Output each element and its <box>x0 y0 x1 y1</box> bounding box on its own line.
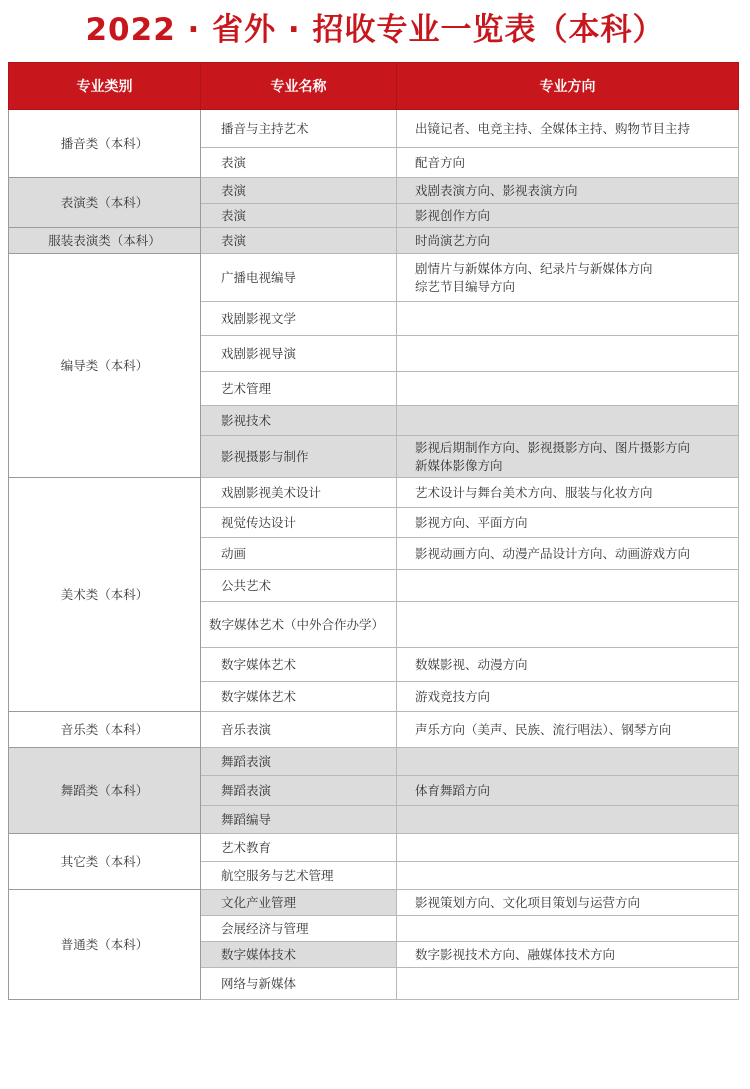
major-name-cell: 数字媒体技术 <box>201 942 397 968</box>
page-title: 2022 · 省外 · 招收专业一览表（本科） <box>85 12 665 48</box>
direction-line: 影视后期制作方向、影视摄影方向、图片摄影方向 <box>415 439 691 455</box>
major-name-cell: 影视摄影与制作 <box>201 436 397 478</box>
direction-cell <box>397 228 739 254</box>
major-name-cell: 戏剧影视美术设计 <box>201 478 397 508</box>
direction-cell <box>397 682 739 712</box>
direction-cell <box>397 302 739 336</box>
category-cell: 普通类（本科） <box>9 890 201 1000</box>
header-direction: 专业方向 <box>397 63 739 110</box>
direction-line: 时尚演艺方向 <box>415 232 491 248</box>
direction-cell <box>397 570 739 602</box>
table-row <box>9 254 739 302</box>
direction-cell <box>397 890 739 916</box>
category-cell: 服装表演类（本科） <box>9 228 201 254</box>
direction-line: 影视创作方向 <box>415 207 491 223</box>
table-row <box>9 110 739 148</box>
major-name-cell: 影视技术 <box>201 406 397 436</box>
table-row <box>9 834 739 862</box>
major-name-cell: 数字媒体艺术 <box>201 682 397 712</box>
major-name-cell: 文化产业管理 <box>201 890 397 916</box>
direction-cell <box>397 508 739 538</box>
direction-cell <box>397 372 739 406</box>
major-name-cell: 艺术管理 <box>201 372 397 406</box>
major-name-cell: 舞蹈表演 <box>201 776 397 806</box>
table-row <box>9 478 739 508</box>
table-header-row <box>9 63 739 110</box>
direction-line: 体育舞蹈方向 <box>415 782 491 798</box>
direction-cell <box>397 538 739 570</box>
direction-cell <box>397 110 739 148</box>
direction-line: 数媒影视、动漫方向 <box>415 656 528 672</box>
direction-line: 配音方向 <box>415 154 466 170</box>
table-body <box>9 110 739 1000</box>
major-name-cell: 艺术教育 <box>201 834 397 862</box>
direction-cell <box>397 148 739 178</box>
direction-line: 戏剧表演方向、影视表演方向 <box>415 182 578 198</box>
direction-line: 影视动画方向、动漫产品设计方向、动画游戏方向 <box>415 545 691 561</box>
category-cell: 编导类（本科） <box>9 254 201 478</box>
major-name-cell: 表演 <box>201 148 397 178</box>
direction-cell <box>397 834 739 862</box>
direction-cell <box>397 942 739 968</box>
category-cell: 播音类（本科） <box>9 110 201 178</box>
direction-line: 艺术设计与舞台美术方向、服装与化妆方向 <box>415 484 653 500</box>
major-name-cell: 播音与主持艺术 <box>201 110 397 148</box>
major-name-cell: 公共艺术 <box>201 570 397 602</box>
table-row <box>9 748 739 776</box>
direction-cell <box>397 254 739 302</box>
header-major-name: 专业名称 <box>201 63 397 110</box>
direction-cell <box>397 862 739 890</box>
direction-cell <box>397 748 739 776</box>
major-name-cell: 网络与新媒体 <box>201 968 397 1000</box>
category-cell: 音乐类（本科） <box>9 712 201 748</box>
direction-cell <box>397 406 739 436</box>
direction-cell <box>397 648 739 682</box>
table-row <box>9 178 739 204</box>
major-name-cell: 会展经济与管理 <box>201 916 397 942</box>
category-cell: 其它类（本科） <box>9 834 201 890</box>
major-name-cell: 数字媒体艺术 <box>201 648 397 682</box>
major-name-cell: 舞蹈编导 <box>201 806 397 834</box>
direction-cell <box>397 968 739 1000</box>
major-name-cell: 音乐表演 <box>201 712 397 748</box>
direction-line: 出镜记者、电竞主持、全媒体主持、购物节目主持 <box>415 120 691 136</box>
direction-line: 数字影视技术方向、融媒体技术方向 <box>415 946 616 962</box>
category-cell: 表演类（本科） <box>9 178 201 228</box>
table-row <box>9 712 739 748</box>
major-table <box>8 62 739 1000</box>
major-name-cell: 动画 <box>201 538 397 570</box>
header-category: 专业类别 <box>9 63 201 110</box>
direction-line: 新媒体影像方向 <box>415 457 503 473</box>
major-name-cell: 表演 <box>201 228 397 254</box>
major-name-cell: 表演 <box>201 178 397 204</box>
major-name-cell: 视觉传达设计 <box>201 508 397 538</box>
direction-line: 剧情片与新媒体方向、纪录片与新媒体方向 <box>415 260 653 276</box>
major-name-cell: 戏剧影视文学 <box>201 302 397 336</box>
table-row <box>9 228 739 254</box>
direction-cell <box>397 336 739 372</box>
major-name-cell: 戏剧影视导演 <box>201 336 397 372</box>
direction-cell <box>397 478 739 508</box>
major-name-cell: 表演 <box>201 204 397 228</box>
table-row <box>9 890 739 916</box>
category-cell: 舞蹈类（本科） <box>9 748 201 834</box>
category-cell: 美术类（本科） <box>9 478 201 712</box>
direction-cell <box>397 712 739 748</box>
direction-line: 综艺节目编导方向 <box>415 278 516 294</box>
direction-line: 游戏竞技方向 <box>415 688 491 704</box>
direction-cell <box>397 602 739 648</box>
direction-cell <box>397 916 739 942</box>
major-name-cell: 数字媒体艺术（中外合作办学） <box>201 602 397 648</box>
direction-cell <box>397 178 739 204</box>
direction-line: 影视策划方向、文化项目策划与运营方向 <box>415 894 641 910</box>
direction-cell <box>397 436 739 478</box>
major-name-cell: 舞蹈表演 <box>201 748 397 776</box>
direction-line: 影视方向、平面方向 <box>415 514 528 530</box>
direction-cell <box>397 776 739 806</box>
direction-cell <box>397 204 739 228</box>
direction-line: 声乐方向（美声、民族、流行唱法）、钢琴方向 <box>415 721 672 737</box>
major-name-cell: 广播电视编导 <box>201 254 397 302</box>
major-name-cell: 航空服务与艺术管理 <box>201 862 397 890</box>
direction-cell <box>397 806 739 834</box>
